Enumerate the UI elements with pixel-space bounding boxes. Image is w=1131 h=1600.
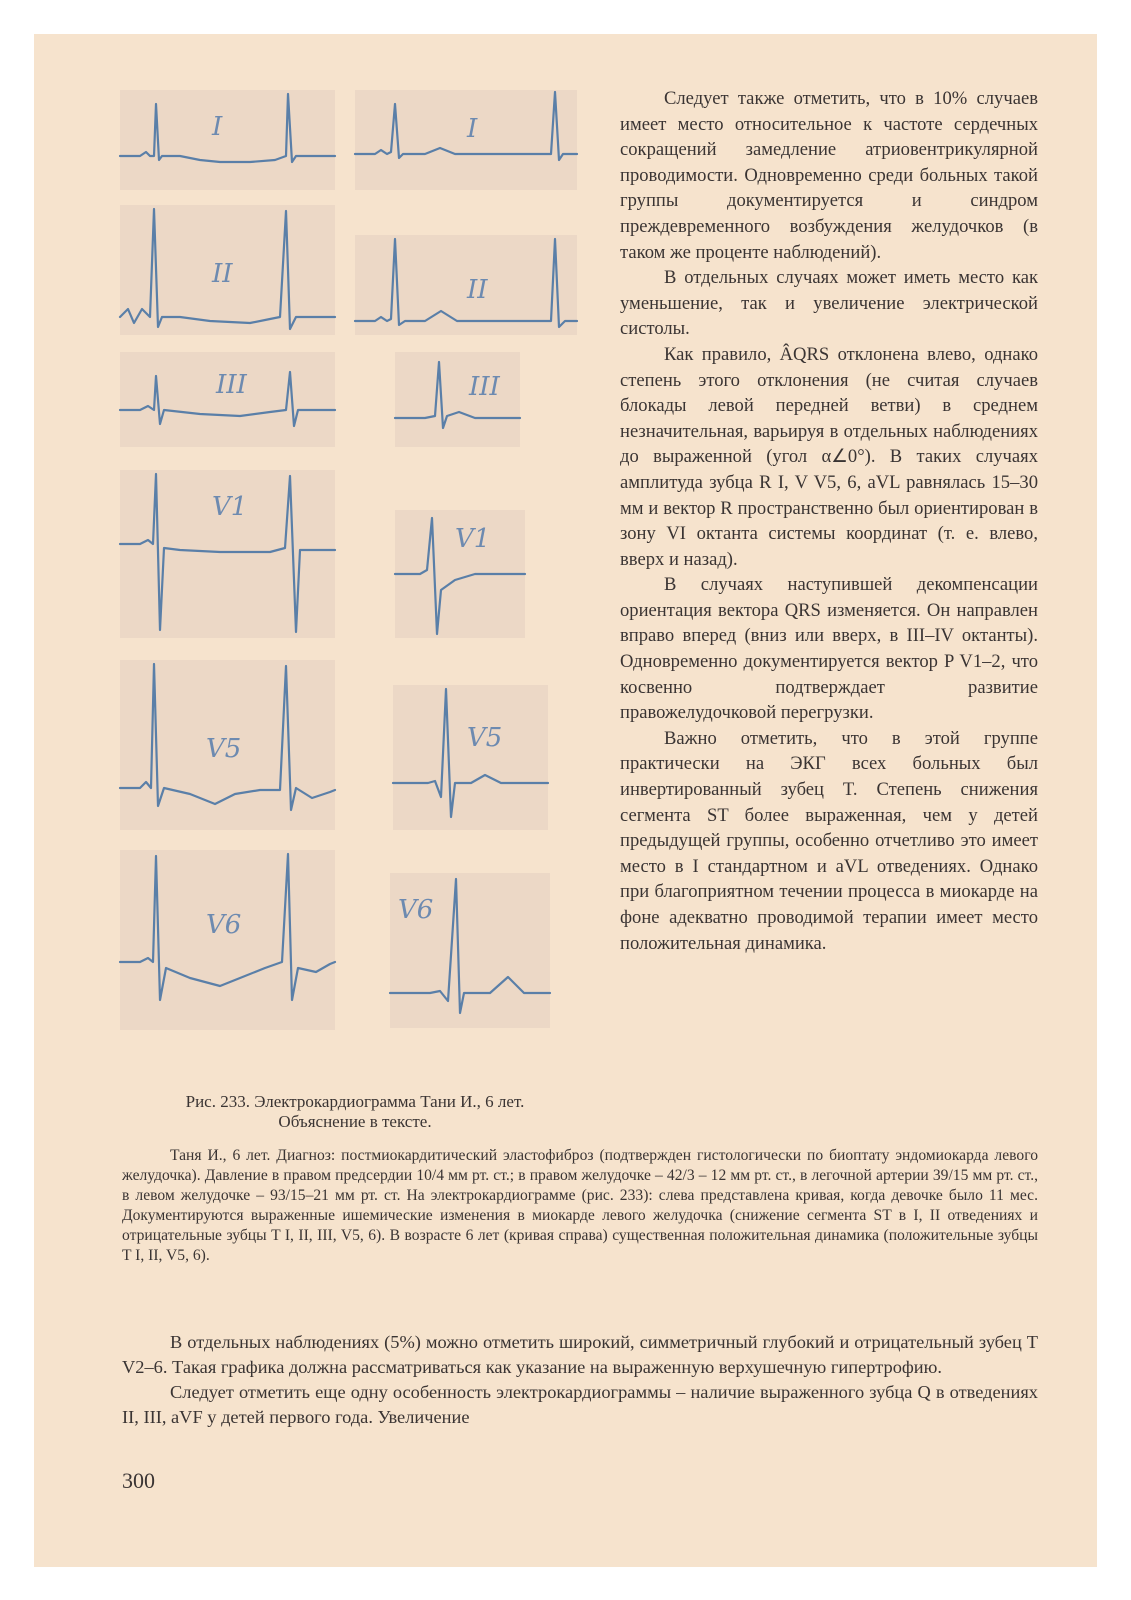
ecg-lead-II-left bbox=[120, 205, 335, 335]
paragraph: Важно отметить, что в этой группе практически на ЭКГ всех больных был инвертированный зубец T. Степень снижения сегмента ST более выраженная, чем у детей предыдущей группы, особенно отчетливо это имеет место в I стандартном и aVL отведениях. Однако при благоприятном течении процесса в миокарде на фоне адекватно проводимой терапии имеет место положительная динамика. bbox=[620, 727, 1038, 954]
caption-line-1: Рис. 233. Электрокардиограмма Тани И., 6 лет. bbox=[185, 1092, 525, 1111]
paragraph: Следует отметить еще одну особенность электрокардиограммы – наличие выраженного зубца Q в отведениях II, III, aVF у детей первого года. Увеличение bbox=[122, 1382, 1038, 1427]
lead-label: I bbox=[467, 114, 478, 144]
right-column-text bbox=[620, 86, 1038, 956]
ecg-lead-V5-left bbox=[120, 660, 335, 830]
ecg-trace bbox=[395, 362, 520, 428]
page-number: 300 bbox=[122, 1468, 155, 1493]
ecg-lead-V6-left bbox=[120, 850, 335, 1030]
figure-caption bbox=[120, 1092, 590, 1132]
ecg-lead-V5-right bbox=[393, 685, 548, 830]
ecg-lead-I-left bbox=[120, 90, 335, 190]
paragraph: В случаях наступившей декомпенсации ориентация вектора QRS изменяется. Он направлен вправо вперед (вниз или вверх, в III–IV октанты). Одновременно документируется вектор P V1–2, что косвенно подтверждает развитие правожелудочковой перегрузки. bbox=[620, 574, 1038, 724]
lead-label: V6 bbox=[398, 895, 434, 925]
paragraph: В отдельных наблюдениях (5%) можно отметить широкий, симметричный глубокий и отрицательный зубец T V2–6. Такая графика должна рассматриваться как указание на выраженную верхушечную гипертрофию. bbox=[122, 1332, 1038, 1377]
lead-label: II bbox=[467, 275, 488, 305]
lead-label: V6 bbox=[206, 910, 242, 940]
ecg-lead-III-right bbox=[395, 352, 520, 447]
lead-label: V1 bbox=[212, 492, 248, 522]
lead-label: III bbox=[216, 370, 247, 400]
lead-label: II bbox=[212, 259, 233, 289]
paragraph: Как правило, ÂQRS отклонена влево, однако степень этого отклонения (не считая случаев блокады левой передней ветви) в среднем незначительная, варьируя в отдельных наблюдениях до выраженной (угол α∠0°). В таких случаях амплитуда зубца R I, V V5, 6, aVL равнялась 15–30 мм и вектор R пространственно был ориентирован в зону VI октанта системы координат (т. е. влево, вверх и назад). bbox=[620, 343, 1038, 570]
caption-line-2: Объяснение в тексте. bbox=[278, 1112, 432, 1131]
ecg-trace bbox=[355, 239, 577, 327]
ecg-trace bbox=[120, 94, 335, 162]
case-description: Таня И., 6 лет. Диагноз: постмиокардитический эластофиброз (подтвержден гистологически по биоптату эндомиокарда левого желудочка). Давление в правом предсердии 10/4 мм рт. ст.; в правом желудочке – 42/3 – 12 мм рт. ст., в легочной артерии 39/15 мм рт. ст., в левом желудочке – 93/15–21 мм рт. ст. На электрокардиограмме (рис. 233): слева представлена кривая, когда девочке было 11 мес. Документируются выраженные ишемические изменения в миокарде левого желудочка (снижение сегмента ST в I, II отведениях и отрицательные зубцы T I, II, III, V5, 6). В возрасте 6 лет (кривая справа) существенная положительная динамика (положительные зубцы T I, II, V5, 6). bbox=[122, 1147, 1038, 1264]
lead-label: I bbox=[212, 112, 223, 142]
lead-label: V5 bbox=[206, 734, 242, 764]
ecg-lead-V1-left bbox=[120, 470, 335, 638]
lead-label: V5 bbox=[467, 723, 503, 753]
ecg-lead-III-left bbox=[120, 352, 335, 447]
ecg-lead-V1-right bbox=[395, 510, 525, 638]
lead-label: V1 bbox=[455, 524, 491, 554]
ecg-lead-V6-right bbox=[390, 873, 550, 1028]
paragraph: Следует также отметить, что в 10% случаев имеет место относительное к частоте сердечных сокращений замедление атриовентрикулярной проводимости. Одновременно среди больных такой группы документируется и синдром преждевременного возбуждения желудочков (в таком же проценте наблюдений). bbox=[620, 88, 1038, 263]
bottom-text bbox=[122, 1330, 1038, 1430]
ecg-lead-I-right bbox=[355, 90, 577, 190]
paragraph: В отдельных случаях может иметь место как уменьшение, так и увеличение электрической систолы. bbox=[620, 267, 1038, 340]
ecg-lead-II-right bbox=[355, 235, 577, 335]
ecg-trace bbox=[393, 689, 548, 817]
lead-label: III bbox=[469, 372, 500, 402]
ecg-trace bbox=[355, 92, 577, 160]
